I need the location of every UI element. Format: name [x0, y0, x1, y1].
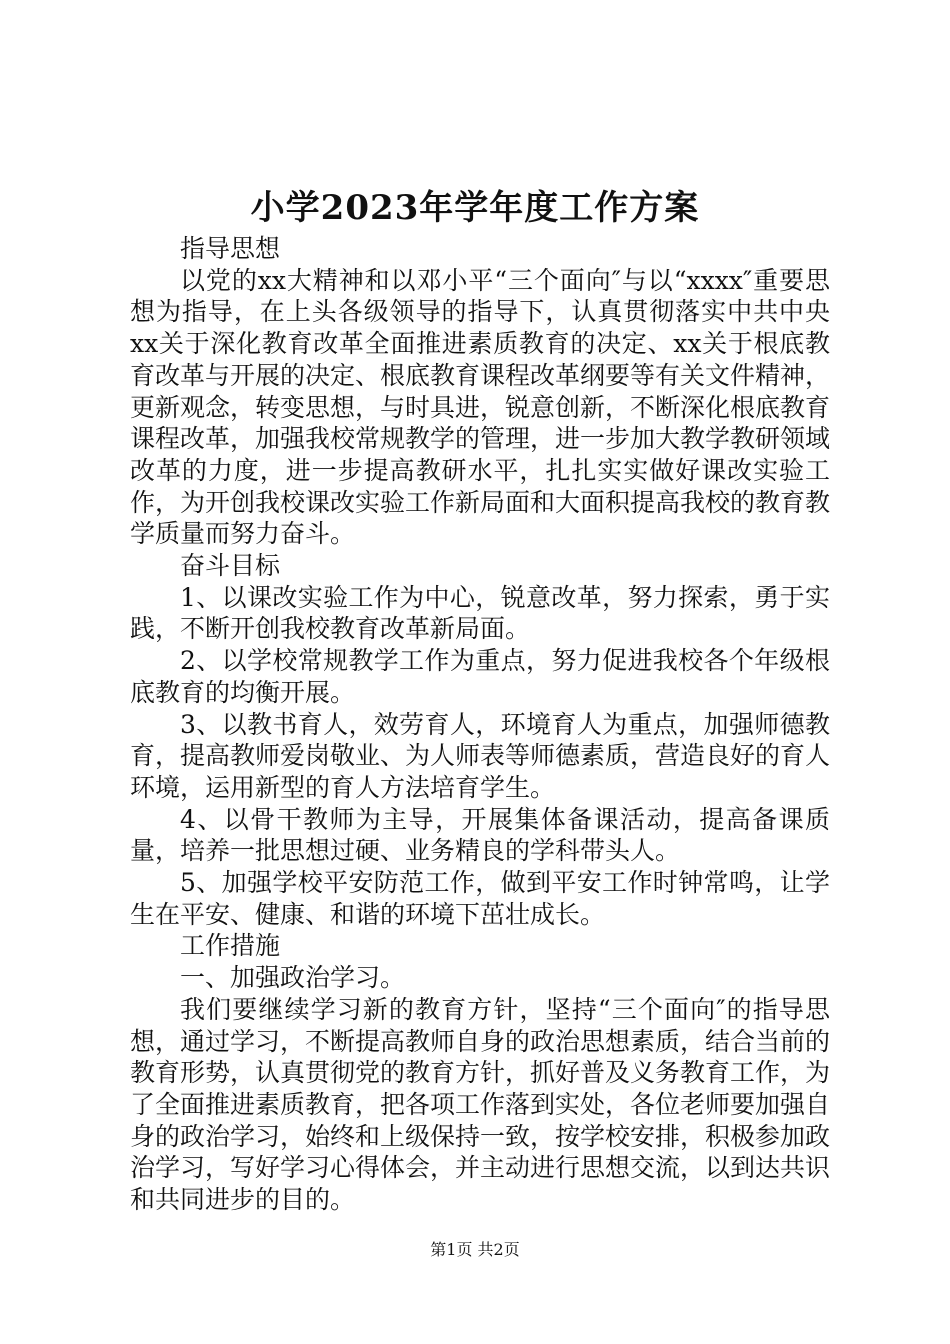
page-number-footer: 第1页 共2页: [430, 1240, 520, 1259]
heading-measures: 工作措施: [180, 931, 281, 961]
goal-item: 1、以课改实验工作为中心，锐意改革，努力探索，勇于实践，不断开创我校教育改革新局面。: [130, 582, 830, 644]
goal-item: 5、加强学校平安防范工作，做到平安工作时钟常鸣，让学生在平安、健康、和谐的环境下茁壮成长。: [130, 868, 830, 929]
heading-guiding-ideology: 指导思想: [180, 234, 281, 263]
goal-item: 2、以学校常规教学工作为重点，努力促进我校各个年级根底教育的均衡开展。: [130, 646, 830, 707]
paragraph-political-study: 我们要继续学习新的教育方针，坚持“三个面向″的指导思想，通过学习，不断提高教师自身的政治思想素质，结合当前的教育形势，认真贯彻党的教育方针，抓好普及义务教育工作，为了全面推进素质教育，把各项工作落到实处，各位老师要加强自身的政治学习，始终和上级保持一致，按学校安排，积极参加政治学习，写好学习心得体会，并主动进行思想交流，以到达共识和共同进步的目的。: [130, 994, 831, 1215]
goal-item: 3、以教书育人，效劳育人，环境育人为重点，加强师德教育，提高教师爱岗敬业、为人师表等师德素质，营造良好的育人环境，运用新型的育人方法培育学生。: [130, 709, 831, 802]
document-body: [130, 233, 830, 1216]
paragraph-guiding-ideology: 以党的xx大精神和以邓小平“三个面向″与以“xxxx″重要思想为指导，在上头各级领导的指导下，认真贯彻落实中共中央xx关于深化教育改革全面推进素质教育的决定、xx关于根底教育改革与开展的决定、根底教育课程改革纲要等有关文件精神，更新观念，转变思想，与时具进，锐意创新，不断深化根底教育课程改革，加强我校常规教学的管理，进一步加大教学教研领域改革的力度，进一步提高教研水平，扎扎实实做好课改实验工作，为开创我校课改实验工作新局面和大面积提高我校的教育教学质量而努力奋斗。: [130, 265, 831, 549]
heading-goals: 奋斗目标: [180, 551, 281, 581]
goal-item: 4、以骨干教师为主导，开展集体备课活动，提高备课质量，培养一批思想过硬、业务精良的学科带头人。: [130, 804, 830, 866]
subheading-political-study: 一、加强政治学习。: [180, 963, 406, 993]
document-title: 小学2023年学年度工作方案: [250, 188, 700, 228]
